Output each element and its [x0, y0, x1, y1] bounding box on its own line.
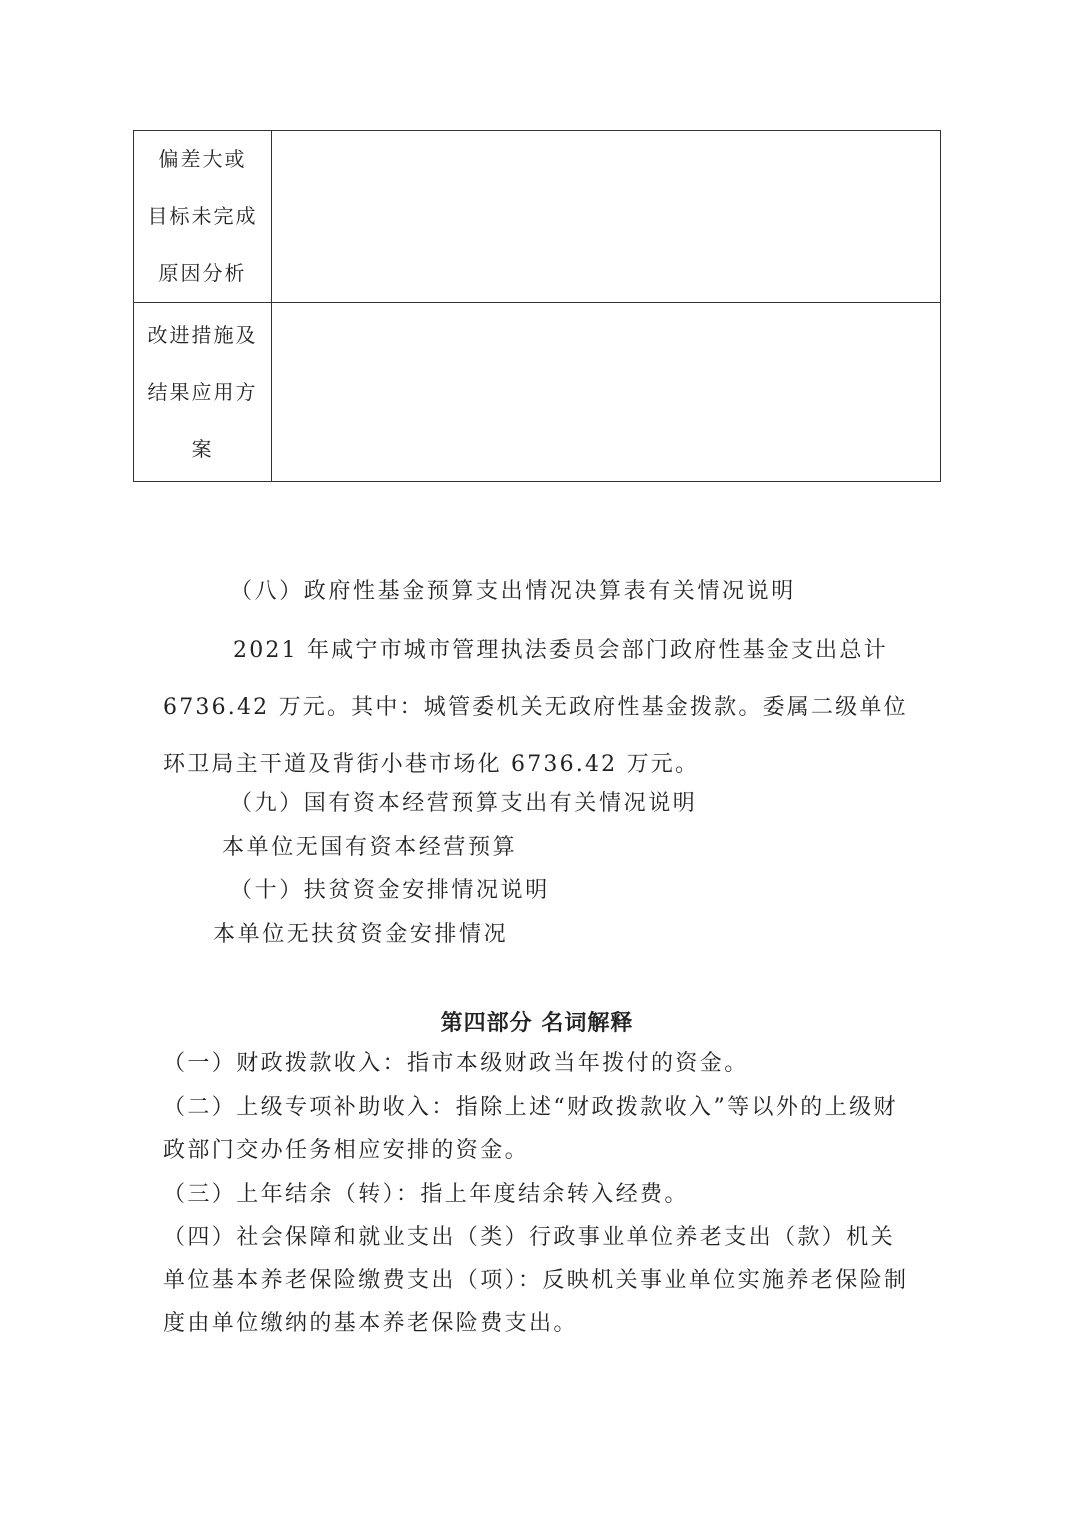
section9-body: 本单位无国有资本经营预算 [222, 835, 518, 860]
part4-heading: 第四部分 名词解释 [440, 1011, 634, 1036]
term-item: （三）上年结余（转）：指上年度结余转入经费。 [163, 1182, 689, 1207]
section10-heading: （十）扶贫资金安排情况说明 [230, 878, 550, 903]
term-item: （二）上级专项补助收入：指除上述“财政拨款收入”等以外的上级财政部门交办任务相应安排的资金。 [163, 1095, 898, 1163]
table-row [134, 131, 941, 303]
label-line: 偏差大或 [158, 147, 247, 171]
section8-body: 2021 年咸宁市城市管理执法委员会部门政府性基金支出总计6736.42 万元。其中：城管委机关无政府性基金拨款。委属二级单位环卫局主干道及背街小巷市场化 6736.42 万元。 [163, 638, 908, 777]
section9-heading: （九）国有资本经营预算支出有关情况说明 [230, 791, 698, 816]
table-row [134, 303, 941, 482]
row-content-deviation-analysis [272, 131, 941, 303]
label-line: 原因分析 [158, 261, 247, 285]
label-line: 改进措施及 [147, 322, 258, 347]
section10-body: 本单位无扶贫资金安排情况 [213, 922, 509, 947]
label-line: 案 [191, 436, 214, 461]
label-line: 结果应用方 [147, 379, 258, 404]
row-label-improvement-plan [134, 303, 272, 482]
row-content-improvement-plan [272, 303, 941, 482]
label-line: 目标未完成 [147, 204, 258, 228]
section8-heading: （八）政府性基金预算支出情况决算表有关情况说明 [230, 579, 796, 604]
term-item: （四）社会保障和就业支出（类）行政事业单位养老支出（款）机关单位基本养老保险缴费支出（项）：反映机关事业单位实施养老保险制度由单位缴纳的基本养老保险费支出。 [163, 1225, 909, 1336]
row-label-deviation-analysis [134, 131, 272, 303]
evaluation-table [133, 130, 941, 482]
term-item: （一）财政拨款收入：指市本级财政当年拨付的资金。 [163, 1051, 749, 1076]
